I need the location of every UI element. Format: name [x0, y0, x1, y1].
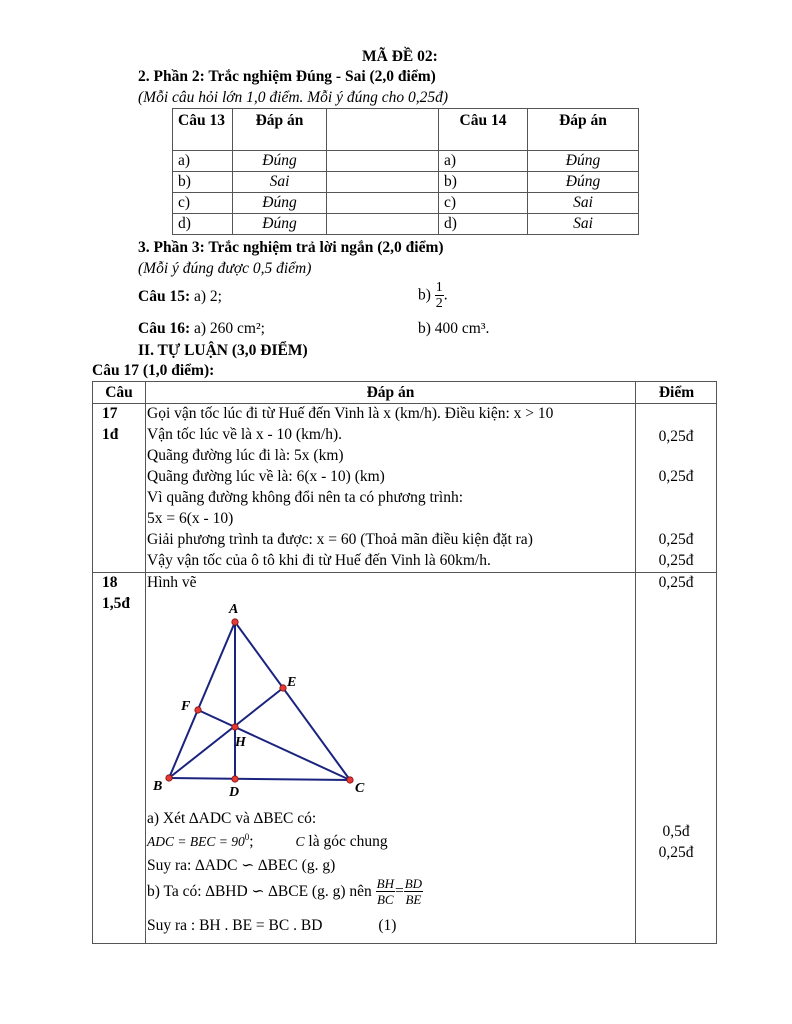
q18-score: 0,25đ [658, 844, 694, 861]
option-label: d) [439, 214, 528, 235]
col-answer-header: Đáp án [366, 384, 415, 401]
part2-title: 2. Phần 2: Trắc nghiệm Đúng - Sai (2,0 điểm) [138, 68, 436, 85]
label-e: E [287, 675, 297, 690]
label-f: F [181, 699, 191, 714]
q17-line: Vì quãng đường không đổi nên ta có phương trình: [147, 489, 464, 506]
q17-points: 1đ [102, 426, 119, 443]
table-row [173, 214, 639, 235]
option-label: c) [439, 193, 528, 214]
q13-answer: Đúng [233, 151, 327, 172]
q17-line: Quãng đường lúc đi là: 5x (km) [147, 447, 344, 464]
fraction-bd-be [404, 876, 423, 907]
product-equation: Suy ra : BH . BE = BC . BD [147, 917, 323, 934]
option-label: c) [173, 193, 233, 214]
option-label: b) [173, 172, 233, 193]
q18-part-b-line1 [147, 876, 423, 907]
angle-equation: ADC = BEC = 90 [147, 834, 245, 850]
q17-line: 5x = 6(x - 10) [147, 510, 234, 527]
q17-number: 17 [102, 405, 118, 422]
label-h: H [235, 735, 246, 750]
point-a [232, 619, 238, 625]
angle-c: C [295, 834, 305, 850]
q18-score: 0,5đ [662, 823, 690, 840]
table-row [173, 193, 639, 214]
fraction-numerator: BD [404, 876, 423, 891]
q15-answer-a [138, 288, 222, 306]
q17-score: 0,25đ [658, 531, 694, 548]
q16-label: Câu 16: [138, 320, 191, 337]
q17-line: Vận tốc lúc về là x - 10 (km/h). [147, 426, 342, 443]
table-row [173, 172, 639, 193]
option-label: a) [173, 151, 233, 172]
q13-answer: Đúng [233, 214, 327, 235]
separator: ; [249, 833, 254, 851]
point-c [347, 777, 353, 783]
figure-score: 0,25đ [658, 574, 694, 591]
q17-line: Quãng đường lúc về là: 6(x - 10) (km) [147, 468, 385, 485]
degree-sup: 0 [244, 832, 250, 842]
q15-a: a) 2; [190, 288, 222, 305]
table-row [173, 151, 639, 172]
grading-table [92, 381, 717, 944]
fraction-denominator: BC [376, 892, 394, 907]
q14-answer-header: Đáp án [528, 109, 639, 151]
q16-a: a) 260 cm²; [190, 320, 265, 337]
altitude-cf [198, 710, 350, 780]
q18-part-a-line3: Suy ra: ∆ADC ∽ ∆BEC (g. g) [147, 857, 336, 874]
q17-score: 0,25đ [658, 428, 694, 445]
fraction-denominator: 2 [435, 296, 443, 311]
q14-header: Câu 14 [439, 109, 528, 151]
common-angle-text: là góc chung [304, 833, 388, 851]
q16-answer-b: b) 400 cm³. [418, 320, 490, 337]
q17-line: Vậy vận tốc của ô tô khi đi từ Huế đến Vinh là 60km/h. [147, 552, 491, 569]
q18-part-a-line2 [147, 832, 388, 851]
q13-header: Câu 13 [173, 109, 233, 151]
fraction-numerator: BH [376, 876, 394, 891]
segment-ac [235, 622, 350, 780]
part3-note: (Mỗi ý đúng được 0,5 điểm) [138, 260, 312, 277]
q17-line: Gọi vận tốc lúc đi từ Huế đến Vinh là x (km/h). Điều kiện: x > 10 [147, 405, 554, 422]
label-a: A [229, 602, 239, 617]
q14-answer: Đúng [528, 151, 639, 172]
empty-cell [327, 151, 439, 172]
exam-code: MÃ ĐỀ 02: [362, 48, 438, 65]
label-d: D [229, 785, 240, 800]
part-b-prefix: b) Ta có: ∆BHD ∽ ∆BCE (g. g) nên [147, 883, 376, 900]
q13-answer: Đúng [233, 193, 327, 214]
q15-b-prefix: b) [418, 286, 435, 304]
q17-score: 0,25đ [658, 552, 694, 569]
point-f [195, 707, 201, 713]
fraction-denominator: BE [405, 892, 422, 907]
part2-answer-table [172, 108, 639, 235]
q14-answer: Sai [528, 214, 639, 235]
part2-note: (Mỗi câu hỏi lớn 1,0 điểm. Mỗi ý đúng cho 0,25đ) [138, 89, 449, 106]
q15-answer-b [418, 280, 448, 311]
q15-label: Câu 15: [138, 288, 191, 305]
empty-cell [327, 214, 439, 235]
col-score-header: Điểm [658, 384, 695, 401]
q15-b-fraction [435, 280, 444, 311]
empty-header [327, 109, 439, 151]
label-c: C [355, 781, 365, 796]
q17-score: 0,25đ [658, 468, 694, 485]
equation-ref: (1) [378, 917, 397, 934]
q16-answer-a [138, 320, 265, 338]
point-b [166, 775, 172, 781]
figure-label: Hình vẽ [147, 574, 197, 591]
fraction-numerator: 1 [435, 280, 443, 295]
equals-sign: = [394, 882, 404, 900]
q17-title: Câu 17 (1,0 điểm): [92, 362, 215, 379]
segment-bc [169, 778, 350, 780]
col-question-header: Câu [105, 384, 133, 401]
part3-title: 3. Phần 3: Trắc nghiệm trả lời ngắn (2,0 điểm) [138, 239, 444, 256]
q17-line: Giải phương trình ta được: x = 60 (Thoả mãn điều kiện đặt ra) [147, 531, 533, 548]
q13-answer: Sai [233, 172, 327, 193]
point-h [232, 724, 238, 730]
label-b: B [153, 779, 163, 794]
q18-number: 18 [102, 574, 118, 591]
fraction-bh-bc [376, 876, 395, 907]
q15-b-suffix: . [443, 286, 448, 304]
q14-answer: Sai [528, 193, 639, 214]
essay-title: II. TỰ LUẬN (3,0 ĐIỂM) [138, 342, 308, 359]
point-e [280, 685, 286, 691]
q18-part-a-line1: a) Xét ∆ADC và ∆BEC có: [147, 810, 317, 827]
q13-answer-header: Đáp án [233, 109, 327, 151]
point-d [232, 776, 238, 782]
q14-answer: Đúng [528, 172, 639, 193]
q18-part-b-line2 [147, 917, 396, 935]
option-label: d) [173, 214, 233, 235]
empty-cell [327, 172, 439, 193]
q18-points: 1,5đ [102, 595, 130, 612]
empty-cell [327, 193, 439, 214]
option-label: a) [439, 151, 528, 172]
segment-ab [169, 622, 235, 778]
figure-lines [169, 622, 350, 780]
option-label: b) [439, 172, 528, 193]
